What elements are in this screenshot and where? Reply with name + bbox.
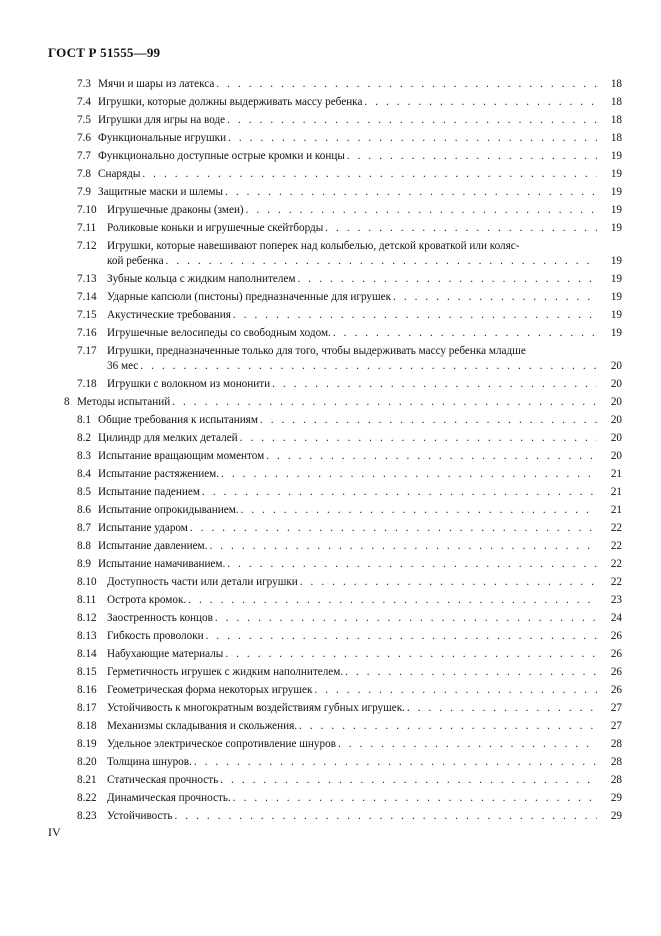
toc-entry-number: 7.3 — [77, 78, 91, 90]
toc-entry-number: 8.12 — [77, 612, 97, 624]
toc-entry-page-number: 19 — [610, 150, 622, 162]
toc-entry-page-number: 18 — [610, 132, 622, 144]
dot-leader — [172, 396, 597, 409]
toc-entry-number: 8.4 — [77, 468, 91, 480]
dot-leader — [233, 792, 597, 805]
toc-entry-page-number: 29 — [610, 792, 622, 804]
toc-entry — [0, 114, 661, 127]
toc-entry-title: Функциональные игрушки — [98, 132, 227, 144]
dot-leader — [225, 648, 597, 661]
toc-entry-number: 8.19 — [77, 738, 97, 750]
toc-entry-number: 8.11 — [77, 594, 97, 606]
dot-leader — [364, 96, 597, 109]
toc-entry — [0, 273, 661, 286]
dot-leader — [166, 255, 597, 268]
toc-entry-number: 7.16 — [77, 327, 97, 339]
toc-entry-page-number: 20 — [610, 378, 622, 390]
toc-entry — [0, 327, 661, 340]
dot-leader — [393, 291, 597, 304]
dot-leader — [228, 132, 597, 145]
toc-entry-page-number: 28 — [610, 756, 622, 768]
toc-entry-page-number: 26 — [610, 648, 622, 660]
toc-entry — [0, 186, 661, 199]
toc-entry-page-number: 21 — [610, 504, 622, 516]
toc-entry-page-number: 28 — [610, 774, 622, 786]
toc-entry-page-number: 26 — [610, 684, 622, 696]
dot-leader — [221, 468, 597, 481]
toc-entry-page-number: 20 — [610, 432, 622, 444]
toc-entry-number: 8.23 — [77, 810, 97, 822]
toc-entry — [0, 666, 661, 679]
toc-entry — [0, 378, 661, 391]
dot-leader — [300, 576, 597, 589]
toc-entry-label-first-line: Игрушки, предназначенные только для того, чтобы выдерживать массу ребенка младше — [107, 345, 526, 357]
toc-entry-title: Герметичность игрушек с жидким наполнителем. — [107, 666, 344, 678]
toc-entry-number: 8.16 — [77, 684, 97, 696]
toc-entry-number: 8.9 — [77, 558, 91, 570]
toc-entry-title: 36 мес — [107, 360, 139, 372]
toc-entry-page-number: 26 — [610, 666, 622, 678]
toc-entry — [0, 522, 661, 535]
dot-leader — [299, 720, 597, 733]
toc-entry-title: Испытание опрокидыванием. — [98, 504, 239, 516]
toc-entry-page-number: 19 — [610, 327, 622, 339]
toc-entry-number: 8.5 — [77, 486, 91, 498]
toc-entry-page-number: 19 — [610, 291, 622, 303]
document-header: ГОСТ Р 51555—99 — [48, 45, 161, 60]
toc-entry-page-number: 20 — [610, 450, 622, 462]
toc-entry-title: Механизмы складывания и скольжения. — [107, 720, 298, 732]
toc-entry — [0, 540, 661, 553]
toc-entry-title: Игрушечные драконы (змеи) — [107, 204, 244, 216]
toc-entry-title: Острота кромок. — [107, 594, 187, 606]
toc-entry-title: Устойчивость к многократным воздействиям губных игрушек. — [107, 702, 405, 714]
toc-entry-title: Доступность части или детали игрушки — [107, 576, 298, 588]
toc-entry — [0, 132, 661, 145]
toc-entry-number: 7.17 — [77, 345, 97, 357]
toc-entry-title: Геометрическая форма некоторых игрушек — [107, 684, 313, 696]
toc-entry-number: 8.18 — [77, 720, 97, 732]
toc-entry-number: 7.5 — [77, 114, 91, 126]
toc-entry-title: Испытание ударом — [98, 522, 188, 534]
toc-entry-title: Роликовые коньки и игрушечные скейтборды — [107, 222, 324, 234]
dot-leader — [266, 450, 597, 463]
toc-entry-page-number: 22 — [610, 558, 622, 570]
toc-entry-number: 7.15 — [77, 309, 97, 321]
toc-entry-page-number: 20 — [610, 414, 622, 426]
dot-leader — [347, 150, 597, 163]
dot-leader — [260, 414, 597, 427]
dot-leader — [240, 432, 597, 445]
toc-entry-page-number: 26 — [610, 630, 622, 642]
toc-entry — [0, 630, 661, 643]
toc-entry — [0, 309, 661, 322]
toc-entry-title: Ударные капсюли (пистоны) предназначенные для игрушек — [107, 291, 392, 303]
dot-leader — [272, 378, 597, 391]
toc-entry-title: Статическая прочность — [107, 774, 219, 786]
toc-entry — [0, 255, 661, 268]
toc-entry-page-number: 18 — [610, 114, 622, 126]
toc-entry — [0, 222, 661, 235]
toc-entry-page-number: 27 — [610, 720, 622, 732]
toc-entry-number: 7.6 — [77, 132, 91, 144]
toc-entry-title: Цилиндр для мелких деталей — [98, 432, 238, 444]
toc-entry — [0, 78, 661, 91]
toc-entry-page-number: 21 — [610, 468, 622, 480]
toc-entry-title: Игрушки с волокном из мононити — [107, 378, 271, 390]
toc-entry-page-number: 20 — [610, 396, 622, 408]
toc-entry-page-number: 19 — [610, 204, 622, 216]
toc-entry — [0, 450, 661, 463]
toc-entry-number: 8.20 — [77, 756, 97, 768]
toc-entry-title: Толщина шнуров. — [107, 756, 192, 768]
toc-entry-number: 7.10 — [77, 204, 97, 216]
toc-entry-title: Мячи и шары из латекса — [98, 78, 215, 90]
toc-entry-page-number: 29 — [610, 810, 622, 822]
toc-entry — [0, 684, 661, 697]
toc-entry — [0, 756, 661, 769]
dot-leader — [298, 273, 597, 286]
toc-entry-page-number: 22 — [610, 576, 622, 588]
toc-entry — [0, 720, 661, 733]
dot-leader — [142, 168, 597, 181]
toc-entry — [0, 810, 661, 823]
toc-entry — [0, 486, 661, 499]
dot-leader — [227, 558, 597, 571]
toc-entry-title: Испытание намачиванием. — [98, 558, 226, 570]
toc-entry-page-number: 28 — [610, 738, 622, 750]
toc-entry-title: кой ребенка — [107, 255, 164, 267]
toc-entry-number: 8.10 — [77, 576, 97, 588]
toc-entry — [0, 396, 661, 409]
toc-entry — [0, 576, 661, 589]
toc-entry-number: 7.12 — [77, 240, 97, 252]
toc-entry — [0, 702, 661, 715]
toc-entry — [0, 504, 661, 517]
page-number-footer: IV — [48, 825, 61, 839]
toc-entry-number: 8.22 — [77, 792, 97, 804]
dot-leader — [227, 114, 597, 127]
toc-entry-page-number: 19 — [610, 273, 622, 285]
toc-entry-title: Динамическая прочность. — [107, 792, 231, 804]
toc-entry-number: 8.17 — [77, 702, 97, 714]
toc-entry-title: Устойчивость — [107, 810, 173, 822]
toc-entry-page-number: 19 — [610, 222, 622, 234]
toc-entry — [0, 774, 661, 787]
toc-entry-number: 8.6 — [77, 504, 91, 516]
toc-entry — [0, 291, 661, 304]
toc-entry-title: Удельное электрическое сопротивление шнуров — [107, 738, 336, 750]
toc-entry-title: Зубные кольца с жидким наполнителем — [107, 273, 296, 285]
toc-entry-number: 8.2 — [77, 432, 91, 444]
toc-entry-number: 8.13 — [77, 630, 97, 642]
toc-entry-number: 7.7 — [77, 150, 91, 162]
dot-leader — [194, 756, 597, 769]
toc-entry-page-number: 18 — [610, 78, 622, 90]
toc-entry-number: 7.8 — [77, 168, 91, 180]
toc-entry — [0, 168, 661, 181]
dot-leader — [220, 774, 597, 787]
dot-leader — [188, 594, 597, 607]
toc-entry-page-number: 20 — [610, 360, 622, 372]
dot-leader — [140, 360, 597, 373]
dot-leader — [209, 540, 597, 553]
toc-entry-number: 7.13 — [77, 273, 97, 285]
toc-entry-number: 8.14 — [77, 648, 97, 660]
toc-entry-page-number: 19 — [610, 255, 622, 267]
toc-entry-number: 8.15 — [77, 666, 97, 678]
toc-entry-title: Испытание падением — [98, 486, 200, 498]
toc-entry — [0, 414, 661, 427]
toc-entry-number: 8.3 — [77, 450, 91, 462]
toc-entry-number: 7.9 — [77, 186, 91, 198]
dot-leader — [407, 702, 597, 715]
dot-leader — [325, 222, 597, 235]
toc-entry-title: Защитные маски и шлемы — [98, 186, 224, 198]
toc-entry-label-first-line: Игрушки, которые навешивают поперек над колыбелью, детской кроваткой или коляс- — [107, 240, 520, 252]
toc-entry — [0, 612, 661, 625]
toc-entry-title: Снаряды — [98, 168, 141, 180]
dot-leader — [206, 630, 597, 643]
dot-leader — [314, 684, 597, 697]
toc-entry-page-number: 23 — [610, 594, 622, 606]
dot-leader — [215, 612, 597, 625]
dot-leader — [233, 309, 597, 322]
dot-leader — [246, 204, 597, 217]
dot-leader — [190, 522, 597, 535]
toc-entry-number: 7.4 — [77, 96, 91, 108]
dot-leader — [333, 327, 597, 340]
toc-entry-number: 7.14 — [77, 291, 97, 303]
toc-entry — [0, 360, 661, 373]
toc-entry-title: Акустические требования — [107, 309, 231, 321]
toc-entry-page-number: 22 — [610, 522, 622, 534]
toc-entry — [0, 204, 661, 217]
toc-entry-title: Гибкость проволоки — [107, 630, 204, 642]
toc-entry-title: Испытание растяжением. — [98, 468, 220, 480]
dot-leader — [202, 486, 597, 499]
toc-entry-number: 8.1 — [77, 414, 91, 426]
dot-leader — [241, 504, 597, 517]
toc-entry-title: Испытание вращающим моментом — [98, 450, 265, 462]
toc-entry — [0, 96, 661, 109]
dot-leader — [345, 666, 597, 679]
toc-entry-page-number: 24 — [610, 612, 622, 624]
toc-entry — [0, 648, 661, 661]
toc-entry — [0, 792, 661, 805]
toc-entry-title: Игрушечные велосипеды со свободным ходом. — [107, 327, 331, 339]
toc-entry — [0, 558, 661, 571]
toc-entry-page-number: 19 — [610, 168, 622, 180]
toc-entry-title: Заостренность концов — [107, 612, 213, 624]
toc-entry-title: Функционально доступные острые кромки и концы — [98, 150, 345, 162]
toc-entry-title: Игрушки для игры на воде — [98, 114, 226, 126]
toc-entry — [0, 150, 661, 163]
dot-leader — [216, 78, 597, 91]
toc-entry — [0, 594, 661, 607]
toc-entry-page-number: 21 — [610, 486, 622, 498]
toc-entry-number: 8 — [64, 396, 70, 408]
toc-entry-page-number: 27 — [610, 702, 622, 714]
toc-entry-page-number: 19 — [610, 309, 622, 321]
toc-entry-title: Набухающие материалы — [107, 648, 224, 660]
toc-entry — [0, 432, 661, 445]
dot-leader — [225, 186, 597, 199]
toc-entry-page-number: 19 — [610, 186, 622, 198]
toc-entry-page-number: 22 — [610, 540, 622, 552]
toc-entry-number: 8.8 — [77, 540, 91, 552]
toc-entry — [0, 738, 661, 751]
dot-leader — [338, 738, 597, 751]
toc-entry-number: 7.18 — [77, 378, 97, 390]
dot-leader — [175, 810, 597, 823]
toc-entry-number: 8.21 — [77, 774, 97, 786]
toc-entry-number: 7.11 — [77, 222, 97, 234]
toc-entry — [0, 468, 661, 481]
toc-entry-title: Общие требования к испытаниям — [98, 414, 258, 426]
toc-entry-title: Методы испытаний — [77, 396, 171, 408]
toc-entry-number: 8.7 — [77, 522, 91, 534]
toc-entry-title: Игрушки, которые должны выдерживать массу ребенка — [98, 96, 363, 108]
toc-entry-title: Испытание давлением. — [98, 540, 208, 552]
toc-entry-page-number: 18 — [610, 96, 622, 108]
